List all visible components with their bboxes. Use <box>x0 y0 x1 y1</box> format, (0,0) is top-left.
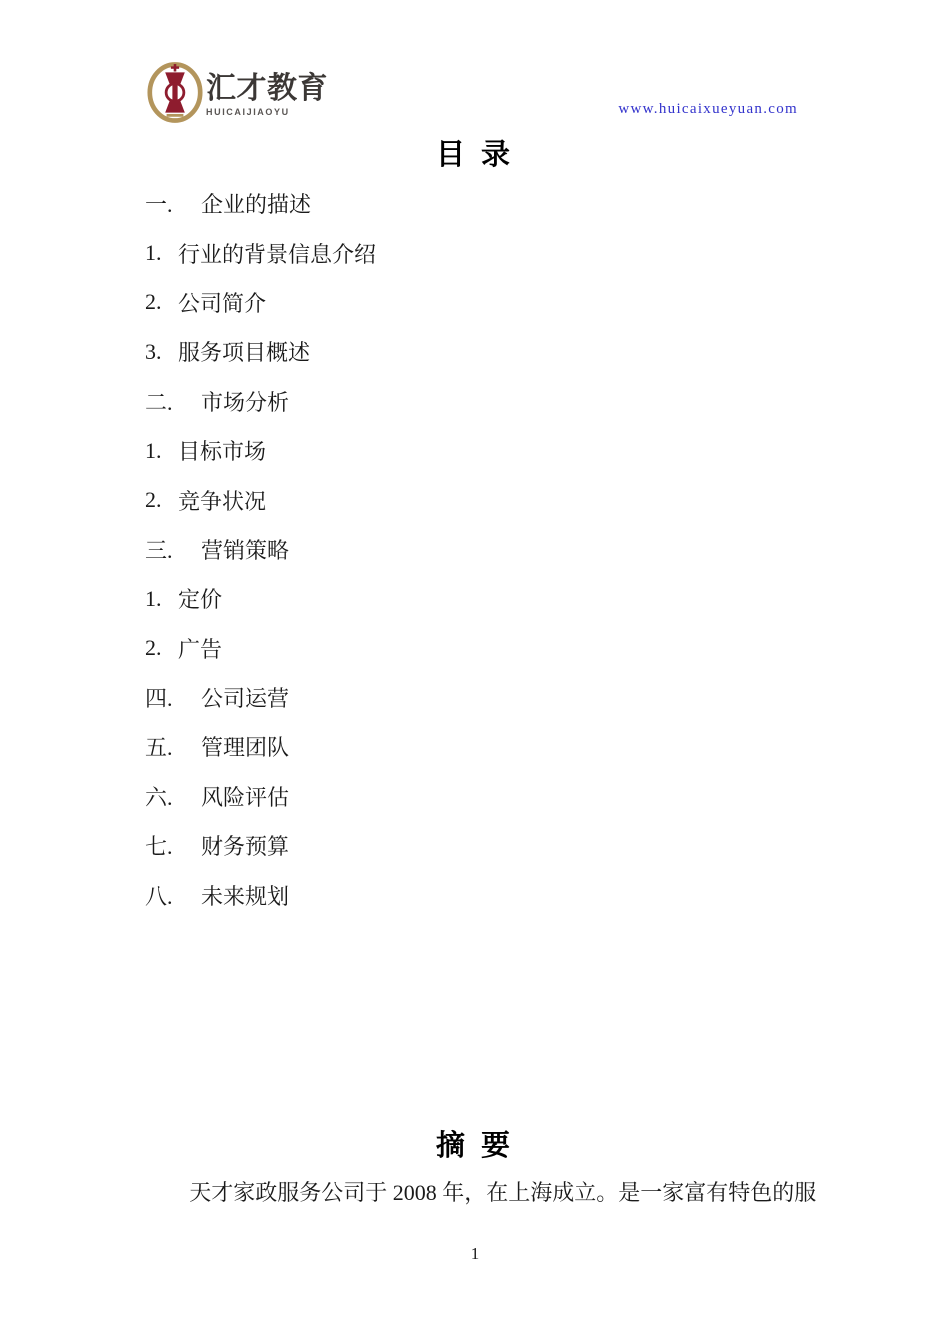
toc-list <box>145 179 376 920</box>
abstract-paragraph: 天才家政服务公司于 2008 年，在上海成立。是一家富有特色的服 <box>189 1180 817 1205</box>
toc-item-label: 营销策略 <box>201 537 290 563</box>
toc-item-number: 1. <box>145 437 162 463</box>
toc-item-number: 2. <box>145 289 162 315</box>
toc-item <box>145 179 376 228</box>
toc-item-label: 服务项目概述 <box>178 340 311 366</box>
toc-item-label: 公司运营 <box>201 686 290 712</box>
toc-item-label: 财务预算 <box>201 834 290 860</box>
toc-item-label: 竞争状况 <box>178 488 267 514</box>
toc-item-number: 2. <box>145 635 162 661</box>
toc-item-label: 定价 <box>178 587 223 613</box>
toc-item-label: 广告 <box>178 636 223 662</box>
toc-item-number: 八. <box>145 883 173 909</box>
brand-name-en: HUICAIJIAOYU <box>206 107 290 117</box>
abstract-title: 摘 要 <box>435 1130 515 1162</box>
toc-item <box>145 377 376 426</box>
toc-item-label: 目标市场 <box>178 439 267 465</box>
toc-item <box>145 426 376 475</box>
brand-block <box>206 61 328 117</box>
toc-item <box>145 673 376 722</box>
toc-item <box>145 278 376 327</box>
toc-item <box>145 870 376 919</box>
toc-item-label: 企业的描述 <box>201 192 312 218</box>
toc-item <box>145 821 376 870</box>
huicai-emblem-icon <box>147 61 203 124</box>
brand-name-cn: 汇才教育 <box>206 72 328 105</box>
toc-item-label: 风险评估 <box>201 784 290 810</box>
toc-item-number: 3. <box>145 338 162 364</box>
toc-title: 目 录 <box>435 139 515 171</box>
toc-item-label: 公司简介 <box>178 290 267 316</box>
toc-item <box>145 475 376 524</box>
toc-item-label: 市场分析 <box>201 389 290 415</box>
header-logo <box>147 61 328 124</box>
toc-item-number: 一. <box>145 192 173 218</box>
website-link[interactable]: www.huicaixueyuan.com <box>618 101 798 117</box>
toc-item <box>145 772 376 821</box>
toc-item-label: 未来规划 <box>201 883 290 909</box>
toc-item-number: 七. <box>145 834 173 860</box>
toc-item-number: 二. <box>145 389 173 415</box>
toc-item <box>145 525 376 574</box>
toc-item-number: 2. <box>145 487 162 513</box>
toc-item <box>145 327 376 376</box>
toc-item-number: 三. <box>145 537 173 563</box>
toc-item-number: 1. <box>145 240 162 266</box>
toc-item <box>145 574 376 623</box>
toc-item <box>145 228 376 277</box>
toc-item-number: 六. <box>145 784 173 810</box>
toc-item <box>145 624 376 673</box>
page-number: 1 <box>470 1244 480 1263</box>
toc-item-label: 管理团队 <box>201 735 290 761</box>
toc-item-number: 五. <box>145 735 173 761</box>
toc-item-number: 1. <box>145 585 162 611</box>
toc-item <box>145 722 376 771</box>
toc-item-label: 行业的背景信息介绍 <box>178 241 377 267</box>
toc-item-number: 四. <box>145 686 173 712</box>
